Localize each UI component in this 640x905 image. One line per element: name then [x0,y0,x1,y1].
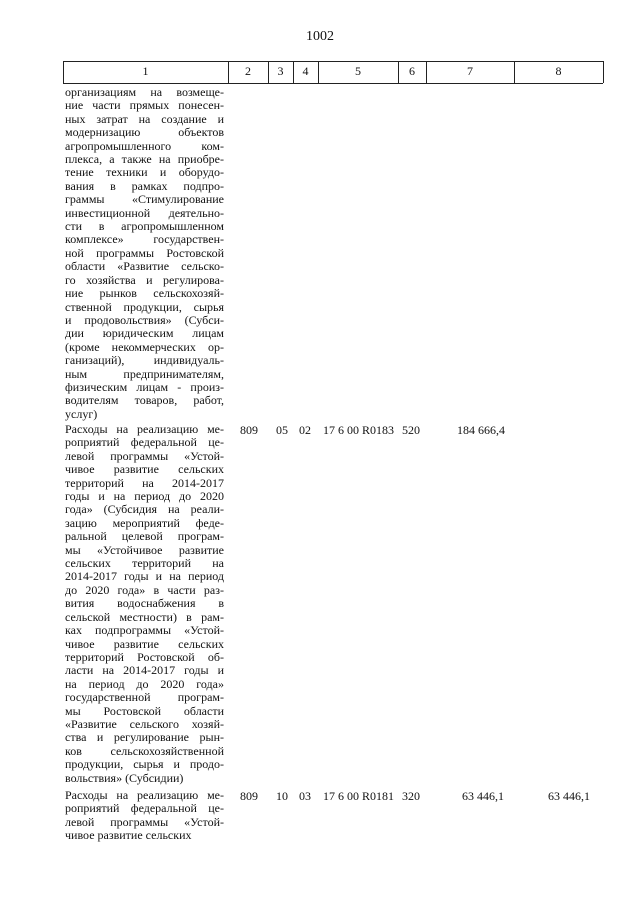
description-line: граммы «Стимулирование [65,192,224,207]
description-line: Расходы на реализацию ме- [65,422,224,436]
column-header: 2 [245,64,251,78]
description-line: модернизацию объектов [65,125,224,140]
description-line: мы Ростовской области [65,703,224,718]
description-line: инвестиционной деятельно- [65,205,224,220]
column-header: 7 [467,64,473,78]
table-header-bottom-border [63,83,603,84]
description-line: ков сельскохозяйственной [65,743,224,758]
description-line: го хозяйства и регулирова- [65,272,224,287]
description-line: ние рынков сельскохозяй- [65,286,224,301]
description-line: (кроме некоммерческих ор- [65,339,224,354]
col-divider [603,61,604,83]
description-line: дии юридическим лицам [65,326,224,341]
row-description [65,86,224,421]
description-line: до 2020 года» в части раз- [65,582,224,597]
description-line: мы «Устойчивое развитие [65,542,224,557]
description-line: тение техники и оборудо- [65,165,224,180]
description-line: «Развитие сельского хозяй- [65,716,224,731]
description-line: продукции, сырья и продо- [65,757,224,772]
description-line: годы и на период до 2020 [65,489,224,504]
description-line: роприятий федеральной це- [65,801,224,816]
description-line: чивое развитие сельских [65,462,224,477]
cell-value: 10 [276,789,288,803]
description-line: и продовольствия» (Субси- [65,312,224,327]
page-number: 1002 [306,29,334,44]
column-header: 8 [555,64,562,78]
description-line: организациям на возмеще- [65,85,224,99]
description-line: водителям товаров, работ, [65,393,224,408]
description-line: агропромышленного ком- [65,138,224,153]
cell-value: 17 6 00 R0183 [323,423,395,437]
description-line: ных затрат на создание и [65,111,224,126]
column-header: 5 [355,64,361,78]
description-line: Расходы на реализацию ме- [65,788,224,802]
description-line: территорий на 2014-2017 [65,475,224,490]
description-line: физическим лицам - произ- [65,379,224,394]
description-line: левой программы «Устой- [65,448,224,463]
description-line: услуг) [65,406,98,421]
description-line: ной программы Ростовской [65,245,224,260]
description-line: государственной програм- [65,690,224,705]
description-line: ганизаций), индивидуаль- [65,353,224,368]
description-line: комплексе» государствен- [65,232,224,247]
description-line: области «Развитие сельско- [65,259,224,274]
description-line: ства и регулирование рын- [65,730,224,745]
description-line: сельской местности) в рам- [65,609,224,624]
description-line: ральной целевой програм- [65,529,224,544]
description-line: сельских территорий на [65,556,224,571]
description-line: вольствия» (Субсидии) [65,770,184,785]
column-header: 3 [277,64,284,78]
description-line: плекса, а также на приобре- [65,152,224,167]
cell-value: 17 6 00 R0181 [323,789,395,803]
description-line: ках подпрограммы «Устой- [65,623,224,638]
description-line: зацию мероприятий феде- [65,515,224,530]
cell-value: 809 [240,423,258,437]
description-line: чивое развитие сельских [65,636,224,651]
cell-value: 184 666,4 [457,423,505,437]
cell-value: 520 [402,423,420,437]
description-line: сти в агропромышленном [65,219,224,234]
description-line: года» (Субсидия на реали- [65,502,224,517]
description-line: 2014-2017 годы и на период [65,569,224,584]
description-line: ным предпринимателям, [65,366,224,381]
cell-value: 320 [402,789,420,803]
cell-value: 809 [240,789,258,803]
column-header: 6 [409,64,415,78]
cell-value: 02 [299,423,311,437]
table-top-border [63,61,603,62]
row-description [65,789,224,843]
description-line: ние части прямых понесен- [65,98,224,113]
description-line: на период до 2020 года» [65,676,224,691]
column-header: 1 [142,64,149,78]
cell-value: 05 [276,423,288,437]
description-line: ственной продукции, сырья [65,299,224,314]
row-description [65,423,224,785]
description-line: левой программы «Устой- [65,814,224,829]
column-header: 4 [302,64,309,78]
description-line: территорий Ростовской об- [65,649,224,664]
description-line: чивое развитие сельских [65,828,192,843]
cell-value: 63 446,1 [462,789,504,803]
description-line: вития водоснабжения в [65,596,224,611]
cell-value: 63 446,1 [548,789,590,803]
description-line: роприятий федеральной це- [65,435,224,450]
description-line: ласти на 2014-2017 годы и [65,663,224,678]
description-line: вания в рамках подпро- [65,178,224,193]
cell-value: 03 [299,789,311,803]
